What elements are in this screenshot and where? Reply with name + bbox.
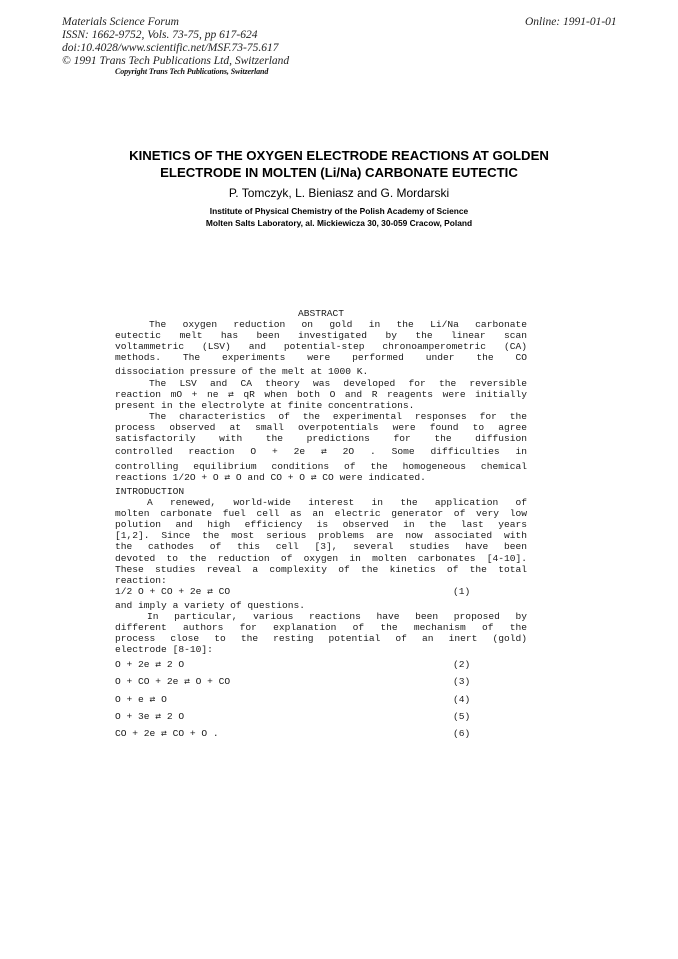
intro-line: electrode [8-10]: [115, 644, 213, 656]
abstract-line: controlled reaction O + 2e ⇄ 2O . Some difficulties in [115, 446, 527, 458]
equation-1 [115, 586, 527, 597]
abstract-line: present in the electrolyte at finite concentrations. [115, 399, 415, 411]
equation-lhs: 1/2 O + CO + 2e ⇄ CO [115, 586, 231, 597]
equation-lhs: O + CO + 2e ⇄ O + CO [115, 676, 231, 687]
abstract-line: dissociation pressure of the melt at 1000 K. [115, 366, 369, 378]
abstract-line: The characteristics of the experimental responses for the [149, 410, 527, 422]
equation-2 [115, 659, 527, 670]
abstract-line: controlling equilibrium conditions of the homogeneous chemical [115, 461, 527, 473]
online-date: Online: 1991-01-01 [525, 16, 617, 28]
intro-line: [1,2]. Since the most serious problems are now associated with [115, 530, 527, 542]
abstract-line: methods. The experiments were performed under the CO [115, 352, 527, 364]
equation-lhs: O + e ⇄ O [115, 694, 167, 705]
equation-5 [115, 711, 527, 722]
journal-name: Materials Science Forum [62, 16, 179, 28]
authors: P. Tomczyk, L. Bieniasz and G. Mordarski [228, 186, 450, 200]
affiliation-2: Molten Salts Laboratory, al. Mickiewicza 30, 30-059 Cracow, Poland [205, 218, 473, 228]
doi-line: doi:10.4028/www.scientific.net/MSF.73-75.617 [62, 42, 279, 54]
abstract-line: voltammetric (LSV) and potential-step chronoamperometric (CA) [115, 341, 527, 353]
equation-number: (4) [453, 694, 471, 705]
intro-line: molten carbonate fuel cell as an electric generator of very low [115, 508, 527, 520]
intro-continued [115, 600, 527, 655]
equation-6 [115, 728, 527, 739]
abstract-line: process observed at small overpotentials were found to agree [115, 421, 527, 433]
title-line-1: KINETICS OF THE OXYGEN ELECTRODE REACTIONS AT GOLDEN [129, 148, 549, 163]
equation-number: (5) [453, 711, 471, 722]
abstract-line: The oxygen reduction on gold in the Li/Na carbonate [149, 319, 527, 331]
title-line-2: ELECTRODE IN MOLTEN (Li/Na) CARBONATE EUTECTIC [160, 165, 518, 180]
copyright-stamp: Copyright Trans Tech Publications, Switzerland [115, 67, 269, 76]
equation-lhs: CO + 2e ⇄ CO + O . [115, 728, 219, 739]
abstract-line: reaction mO + ne ⇄ qR when both O and R reagents were initially [115, 388, 527, 400]
intro-line: polution and high efficiency is observed in the last years [115, 519, 527, 531]
equation-number: (2) [453, 659, 471, 670]
issn-line: ISSN: 1662-9752, Vols. 73-75, pp 617-624 [62, 29, 258, 41]
equation-number: (3) [453, 676, 471, 687]
intro-line: devoted to the reduction of oxygen in molten carbonates [4-10]. [115, 552, 527, 564]
equation-3 [115, 676, 527, 687]
journal-header [62, 16, 289, 68]
intro-heading: INTRODUCTION [115, 486, 185, 497]
equation-number: (1) [453, 586, 471, 597]
abstract-line: The LSV and CA theory was developed for the reversible [149, 377, 527, 389]
abstract-line: reactions 1/2O + O ⇄ O and CO + O ⇄ CO were indicated. [115, 472, 426, 484]
intro-line: A renewed, world-wide interest in the application of [147, 497, 527, 509]
intro-line: the cathodes of this cell [3], several studies have been [115, 541, 527, 553]
affiliation-1: Institute of Physical Chemistry of the Polish Academy of Science [209, 206, 469, 216]
equation-lhs: O + 3e ⇄ 2 O [115, 711, 185, 722]
equation-4 [115, 694, 527, 705]
copyright-line: © 1991 Trans Tech Publications Ltd, Switzerland [62, 55, 290, 67]
paper-title [0, 147, 678, 181]
intro-line: These studies reveal a complexity of the kinetics of the total [115, 563, 527, 575]
abstract-line: satisfactorily with the predictions for the diffusion [115, 433, 527, 445]
equation-number: (6) [453, 728, 471, 739]
abstract-heading: ABSTRACT [297, 308, 345, 319]
introduction [115, 486, 527, 586]
intro-line: reaction: [115, 574, 167, 586]
equation-lhs: O + 2e ⇄ 2 O [115, 659, 185, 670]
intro-line: process close to the resting potential of an inert (gold) [115, 633, 527, 645]
intro-line: In particular, various reactions have been proposed by [147, 611, 527, 623]
abstract [115, 308, 527, 483]
intro-line: different authors for explanation of the mechanism of the [115, 622, 527, 634]
abstract-line: eutectic melt has been investigated by the linear scan [115, 330, 527, 342]
intro-line: and imply a variety of questions. [115, 600, 305, 611]
